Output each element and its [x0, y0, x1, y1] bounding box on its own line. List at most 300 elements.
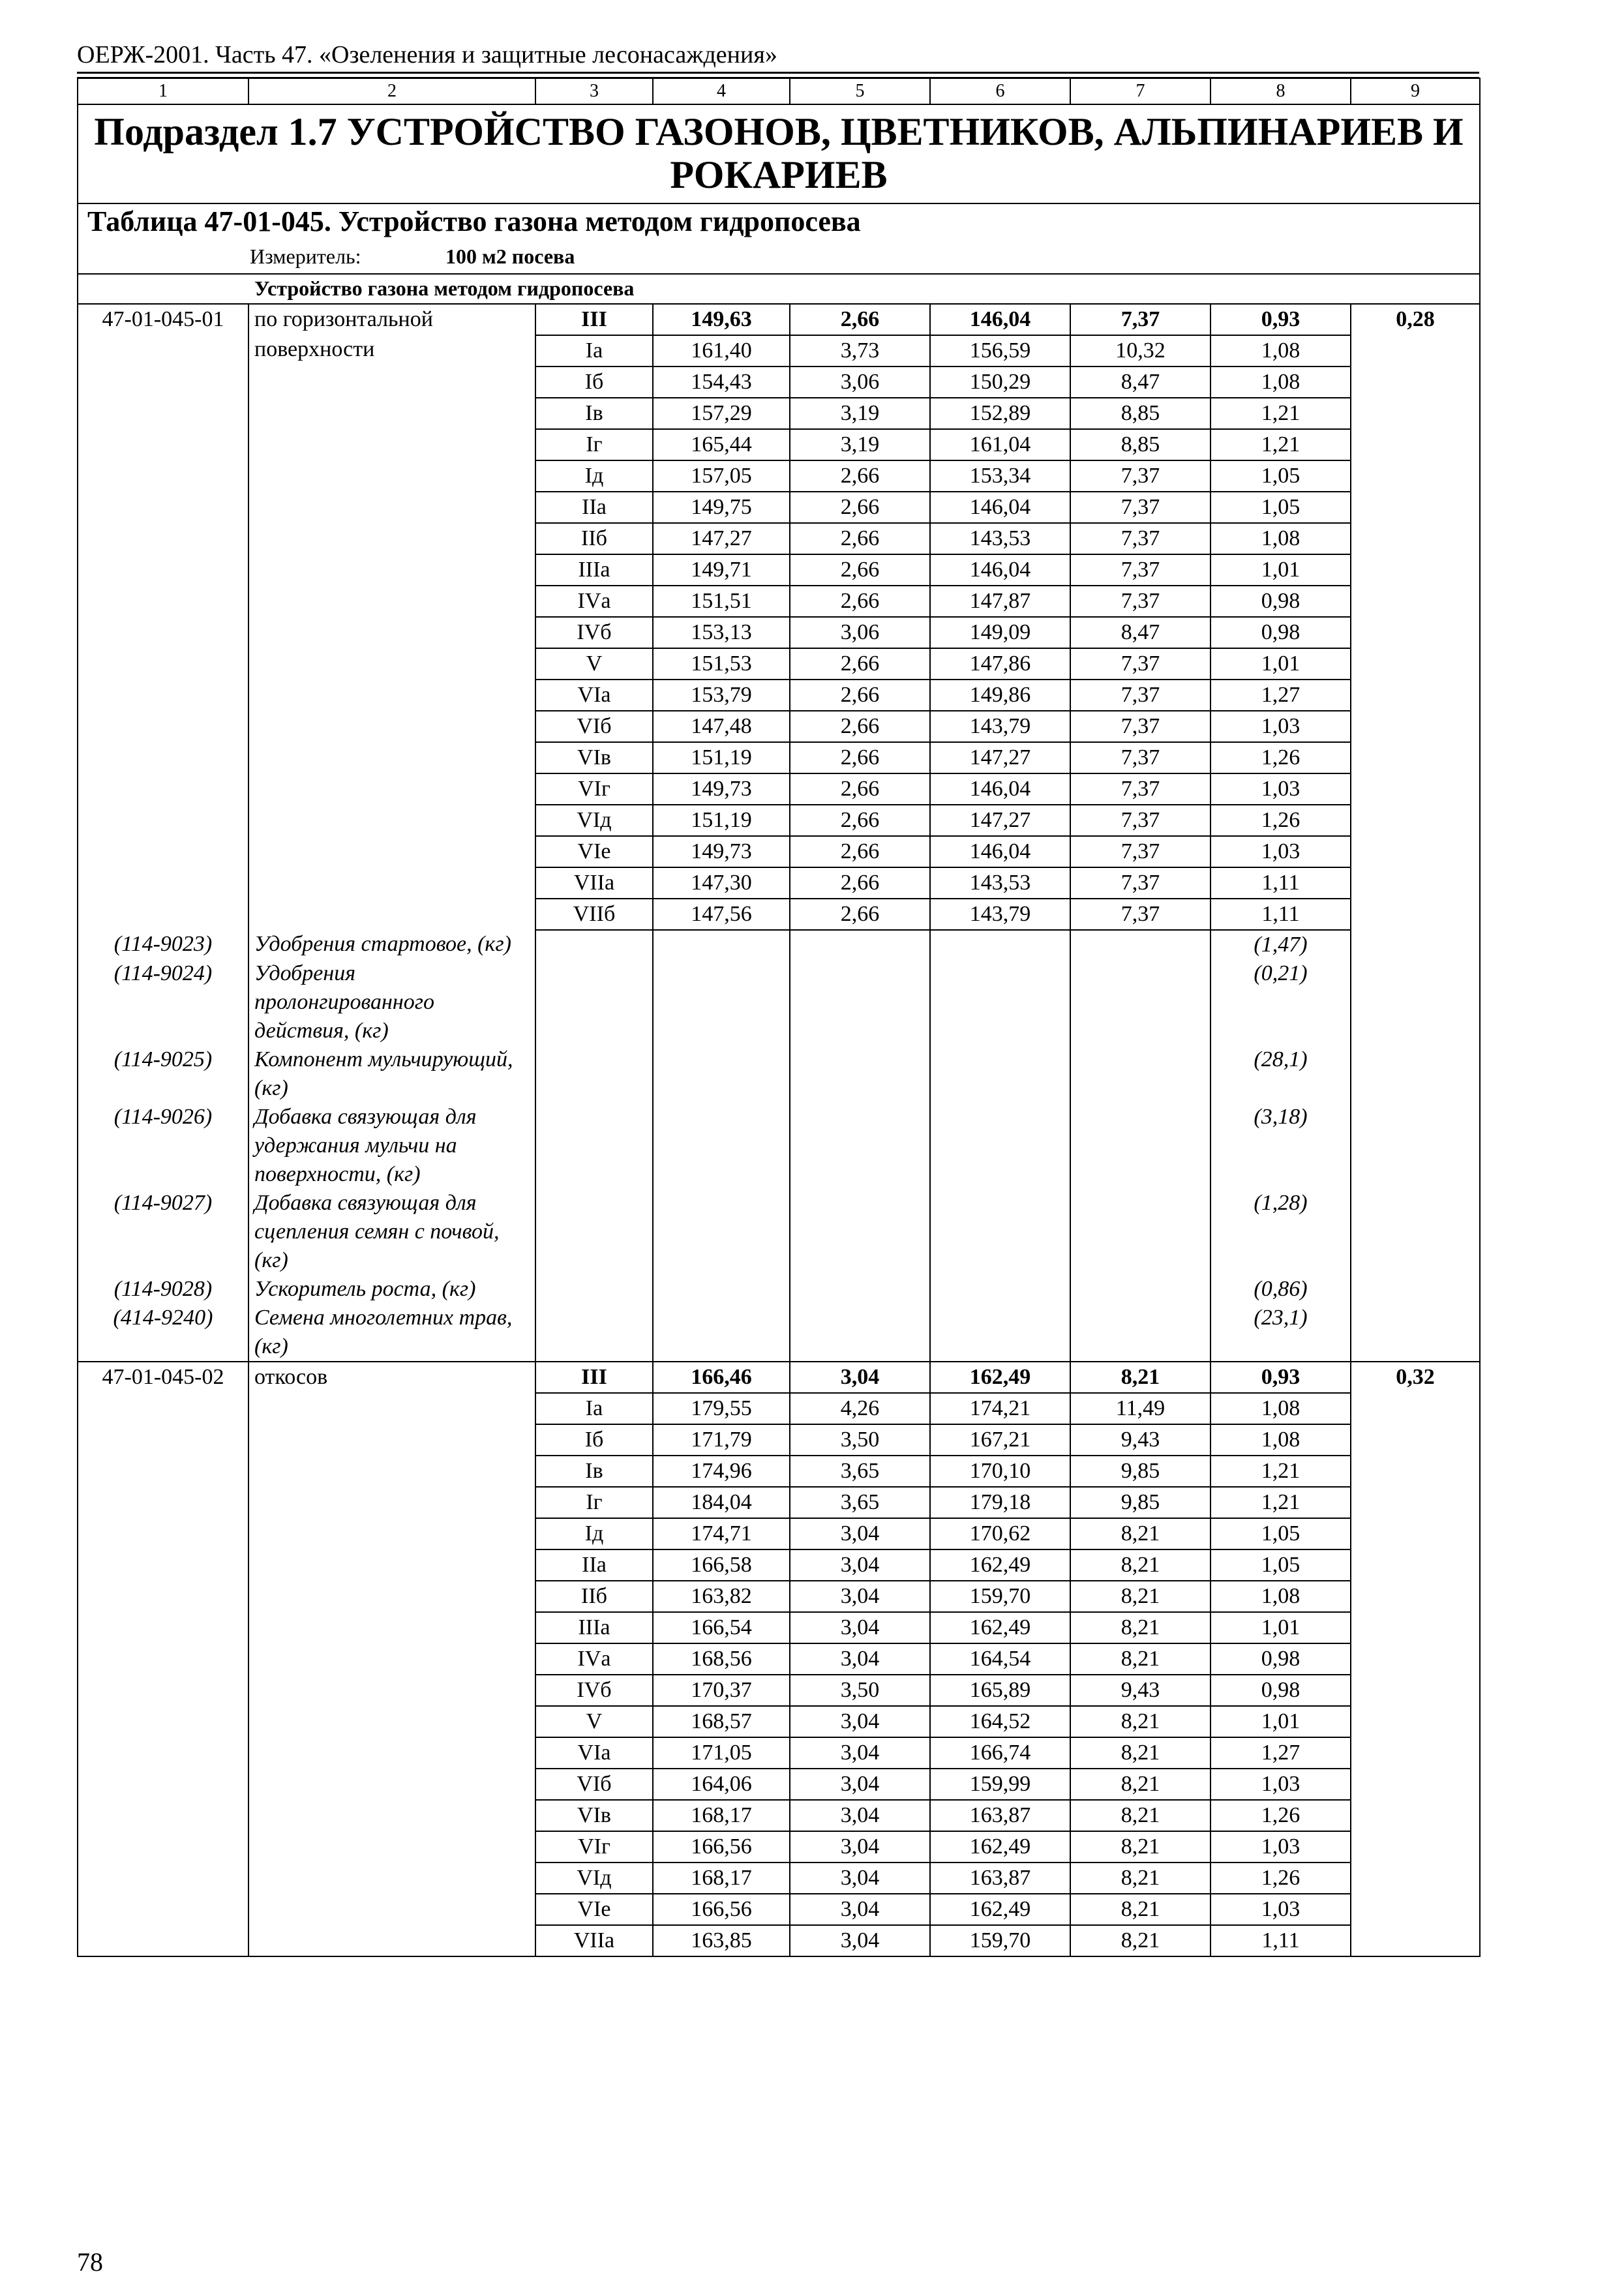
zone-cell: VIв [535, 1800, 653, 1831]
norm-code: 47-01-045-01 [78, 304, 248, 930]
empty-cell [535, 930, 653, 959]
zone-cell: IVа [535, 1643, 653, 1675]
column-number: 4 [653, 78, 790, 104]
header-rule [77, 72, 1479, 78]
value-cell: 184,04 [653, 1487, 790, 1518]
value-cell: 156,59 [930, 335, 1070, 367]
value-cell: 170,10 [930, 1456, 1070, 1487]
value-cell: 146,04 [930, 836, 1070, 867]
value-cell: 8,85 [1070, 429, 1210, 460]
value-cell: 7,37 [1070, 648, 1210, 680]
running-header: ОЕРЖ-2001. Часть 47. «Озеленения и защитные лесонасаждения» [77, 41, 777, 68]
empty-cell [535, 1275, 653, 1304]
value-cell: 149,63 [653, 304, 790, 335]
value-cell: 8,47 [1070, 367, 1210, 398]
value-cell: 3,06 [790, 367, 930, 398]
value-cell: 8,21 [1070, 1581, 1210, 1612]
zone-cell: VIб [535, 711, 653, 742]
value-cell: 3,04 [790, 1706, 930, 1737]
value-cell: 2,66 [790, 805, 930, 836]
value-cell: 179,55 [653, 1393, 790, 1424]
column-number: 1 [78, 78, 248, 104]
value-cell: 8,85 [1070, 398, 1210, 429]
value-cell: 7,37 [1070, 460, 1210, 492]
value-cell: 1,26 [1210, 805, 1351, 836]
empty-cell [653, 1045, 790, 1103]
value-cell: 162,49 [930, 1831, 1070, 1863]
value-cell: 161,40 [653, 335, 790, 367]
value-cell: 8,21 [1070, 1643, 1210, 1675]
material-row [78, 930, 1480, 959]
value-cell: 8,21 [1070, 1831, 1210, 1863]
value-cell: 7,37 [1070, 742, 1210, 773]
value-cell: 1,03 [1210, 773, 1351, 805]
zone-cell: VIб [535, 1769, 653, 1800]
zone-cell: Iг [535, 429, 653, 460]
zone-cell: Iа [535, 335, 653, 367]
value-cell: 1,21 [1210, 1487, 1351, 1518]
value-cell: 1,05 [1210, 460, 1351, 492]
value-cell: 143,53 [930, 523, 1070, 554]
empty-cell [1351, 930, 1480, 959]
column-number: 5 [790, 78, 930, 104]
value-cell: 165,44 [653, 429, 790, 460]
value-cell: 1,01 [1210, 554, 1351, 586]
zone-cell: IVа [535, 586, 653, 617]
material-name: Добавка связующая для удержания мульчи на поверхности, (кг) [248, 1103, 535, 1189]
value-cell: 2,66 [790, 899, 930, 930]
value-cell: 151,51 [653, 586, 790, 617]
empty-cell [535, 1304, 653, 1362]
empty-cell [653, 959, 790, 1045]
zone-cell: IIб [535, 523, 653, 554]
zone-cell: IVб [535, 1675, 653, 1706]
value-cell: 147,86 [930, 648, 1070, 680]
value-cell: 2,66 [790, 867, 930, 899]
material-code: (114-9023) [78, 930, 248, 959]
empty-cell [930, 1304, 1070, 1362]
zone-cell: VIа [535, 1737, 653, 1769]
zone-cell: V [535, 648, 653, 680]
value-cell: 8,21 [1070, 1894, 1210, 1925]
value-cell: 10,32 [1070, 335, 1210, 367]
empty-cell [1351, 1103, 1480, 1189]
value-cell: 159,70 [930, 1925, 1070, 1956]
value-cell: 3,65 [790, 1456, 930, 1487]
zone-cell: Iд [535, 460, 653, 492]
material-row [78, 959, 1480, 1045]
value-cell: 1,21 [1210, 1456, 1351, 1487]
col9-value: 0,32 [1351, 1362, 1480, 1956]
empty-cell [790, 1045, 930, 1103]
empty-cell [653, 930, 790, 959]
section-title: Подраздел 1.7 УСТРОЙСТВО ГАЗОНОВ, ЦВЕТНИКОВ, АЛЬПИНАРИЕВ И РОКАРИЕВ [78, 104, 1480, 203]
empty-cell [790, 1304, 930, 1362]
material-code: (114-9028) [78, 1275, 248, 1304]
value-cell: 3,50 [790, 1675, 930, 1706]
value-cell: 166,54 [653, 1612, 790, 1643]
value-cell: 1,21 [1210, 429, 1351, 460]
empty-cell [535, 1045, 653, 1103]
empty-cell [930, 930, 1070, 959]
value-cell: 166,56 [653, 1894, 790, 1925]
empty-cell [1070, 1304, 1210, 1362]
value-cell: 1,08 [1210, 335, 1351, 367]
empty-cell [930, 1189, 1070, 1275]
value-cell: 7,37 [1070, 899, 1210, 930]
value-cell: 152,89 [930, 398, 1070, 429]
value-cell: 3,04 [790, 1581, 930, 1612]
value-cell: 143,53 [930, 867, 1070, 899]
value-cell: 3,19 [790, 398, 930, 429]
value-cell: 0,93 [1210, 1362, 1351, 1393]
column-number: 3 [535, 78, 653, 104]
empty-cell [790, 959, 930, 1045]
value-cell: 7,37 [1070, 836, 1210, 867]
value-cell: 3,04 [790, 1362, 930, 1393]
material-code: (114-9027) [78, 1189, 248, 1275]
value-cell: 0,98 [1210, 617, 1351, 648]
zone-cell: VIа [535, 680, 653, 711]
empty-cell [535, 959, 653, 1045]
meter-row [78, 243, 1480, 274]
value-cell: 163,87 [930, 1863, 1070, 1894]
value-cell: 2,66 [790, 742, 930, 773]
value-cell: 166,74 [930, 1737, 1070, 1769]
value-cell: 8,21 [1070, 1518, 1210, 1549]
section-title-row [78, 104, 1480, 203]
value-cell: 146,04 [930, 304, 1070, 335]
empty-cell [1351, 959, 1480, 1045]
value-cell: 7,37 [1070, 867, 1210, 899]
value-cell: 149,75 [653, 492, 790, 523]
value-cell: 143,79 [930, 899, 1070, 930]
value-cell: 166,58 [653, 1549, 790, 1581]
value-cell: 147,48 [653, 711, 790, 742]
value-cell: 151,19 [653, 742, 790, 773]
value-cell: 1,08 [1210, 367, 1351, 398]
value-cell: 3,04 [790, 1612, 930, 1643]
value-cell: 1,27 [1210, 1737, 1351, 1769]
value-cell: 0,98 [1210, 1675, 1351, 1706]
zone-cell: IVб [535, 617, 653, 648]
zone-cell: IIб [535, 1581, 653, 1612]
value-cell: 1,03 [1210, 1831, 1351, 1863]
table-title: Таблица 47-01-045. Устройство газона методом гидропосева [78, 203, 1480, 243]
column-number: 2 [248, 78, 535, 104]
material-value: (23,1) [1210, 1304, 1351, 1362]
material-value: (1,28) [1210, 1189, 1351, 1275]
value-cell: 164,52 [930, 1706, 1070, 1737]
column-number: 8 [1210, 78, 1351, 104]
column-number: 6 [930, 78, 1070, 104]
empty-cell [1070, 1189, 1210, 1275]
empty-cell [1070, 959, 1210, 1045]
value-cell: 8,21 [1070, 1706, 1210, 1737]
value-cell: 7,37 [1070, 680, 1210, 711]
value-cell: 7,37 [1070, 554, 1210, 586]
value-cell: 1,26 [1210, 1800, 1351, 1831]
value-cell: 3,06 [790, 617, 930, 648]
value-cell: 2,66 [790, 773, 930, 805]
empty-cell [790, 930, 930, 959]
value-cell: 8,21 [1070, 1800, 1210, 1831]
empty-cell [653, 1275, 790, 1304]
value-cell: 165,89 [930, 1675, 1070, 1706]
zone-cell: IIIа [535, 1612, 653, 1643]
value-cell: 4,26 [790, 1393, 930, 1424]
value-cell: 7,37 [1070, 711, 1210, 742]
value-cell: 168,57 [653, 1706, 790, 1737]
value-cell: 2,66 [790, 460, 930, 492]
zone-cell: VIе [535, 836, 653, 867]
value-cell: 163,87 [930, 1800, 1070, 1831]
value-cell: 147,30 [653, 867, 790, 899]
material-value: (0,86) [1210, 1275, 1351, 1304]
value-cell: 8,21 [1070, 1769, 1210, 1800]
material-code: (114-9025) [78, 1045, 248, 1103]
material-name: Удобрения стартовое, (кг) [248, 930, 535, 959]
norm-code: 47-01-045-02 [78, 1362, 248, 1956]
zone-cell: VIд [535, 1863, 653, 1894]
column-number: 7 [1070, 78, 1210, 104]
value-cell: 7,37 [1070, 523, 1210, 554]
material-name: Ускоритель роста, (кг) [248, 1275, 535, 1304]
value-cell: 7,37 [1070, 492, 1210, 523]
value-cell: 1,08 [1210, 523, 1351, 554]
material-code: (414-9240) [78, 1304, 248, 1362]
col9-value: 0,28 [1351, 304, 1480, 930]
value-cell: 1,03 [1210, 836, 1351, 867]
table-row [78, 1362, 1480, 1393]
empty-cell [930, 959, 1070, 1045]
value-cell: 1,03 [1210, 1894, 1351, 1925]
value-cell: 8,21 [1070, 1362, 1210, 1393]
value-cell: 2,66 [790, 492, 930, 523]
value-cell: 1,26 [1210, 742, 1351, 773]
value-cell: 168,17 [653, 1863, 790, 1894]
value-cell: 163,85 [653, 1925, 790, 1956]
value-cell: 7,37 [1070, 773, 1210, 805]
value-cell: 9,85 [1070, 1456, 1210, 1487]
subheader-row [78, 274, 1480, 304]
value-cell: 149,86 [930, 680, 1070, 711]
meter-value: 100 м2 посева [445, 245, 575, 268]
value-cell: 162,49 [930, 1549, 1070, 1581]
empty-cell [930, 1045, 1070, 1103]
empty-cell [535, 1103, 653, 1189]
zone-cell: Iб [535, 367, 653, 398]
value-cell: 8,21 [1070, 1925, 1210, 1956]
document-frame [77, 72, 1479, 1957]
value-cell: 1,03 [1210, 711, 1351, 742]
value-cell: 151,53 [653, 648, 790, 680]
value-cell: 1,01 [1210, 648, 1351, 680]
material-row [78, 1189, 1480, 1275]
value-cell: 149,73 [653, 836, 790, 867]
value-cell: 1,11 [1210, 867, 1351, 899]
empty-cell [1070, 1275, 1210, 1304]
value-cell: 159,70 [930, 1581, 1070, 1612]
material-row [78, 1045, 1480, 1103]
value-cell: 3,50 [790, 1424, 930, 1456]
material-row [78, 1275, 1480, 1304]
value-cell: 146,04 [930, 773, 1070, 805]
empty-cell [790, 1103, 930, 1189]
value-cell: 170,37 [653, 1675, 790, 1706]
column-number: 9 [1351, 78, 1480, 104]
value-cell: 153,79 [653, 680, 790, 711]
value-cell: 9,85 [1070, 1487, 1210, 1518]
value-cell: 1,01 [1210, 1706, 1351, 1737]
empty-cell [930, 1275, 1070, 1304]
value-cell: 3,04 [790, 1737, 930, 1769]
value-cell: 1,26 [1210, 1863, 1351, 1894]
empty-cell [790, 1189, 930, 1275]
value-cell: 157,29 [653, 398, 790, 429]
material-name: Компонент мульчирующий, (кг) [248, 1045, 535, 1103]
value-cell: 1,27 [1210, 680, 1351, 711]
zone-cell: VIв [535, 742, 653, 773]
value-cell: 164,54 [930, 1643, 1070, 1675]
empty-cell [1351, 1275, 1480, 1304]
value-cell: 166,56 [653, 1831, 790, 1863]
value-cell: 0,98 [1210, 1643, 1351, 1675]
value-cell: 153,13 [653, 617, 790, 648]
value-cell: 2,66 [790, 711, 930, 742]
material-row [78, 1103, 1480, 1189]
zone-cell: IIа [535, 1549, 653, 1581]
value-cell: 7,37 [1070, 304, 1210, 335]
empty-cell [1070, 1045, 1210, 1103]
value-cell: 1,08 [1210, 1424, 1351, 1456]
value-cell: 3,04 [790, 1863, 930, 1894]
value-cell: 164,06 [653, 1769, 790, 1800]
material-name: Удобрения пролонгированного действия, (кг) [248, 959, 535, 1045]
value-cell: 2,66 [790, 304, 930, 335]
zone-cell: III [535, 304, 653, 335]
value-cell: 174,71 [653, 1518, 790, 1549]
material-value: (28,1) [1210, 1045, 1351, 1103]
value-cell: 2,66 [790, 586, 930, 617]
value-cell: 0,93 [1210, 304, 1351, 335]
value-cell: 162,49 [930, 1612, 1070, 1643]
zone-cell: VIIб [535, 899, 653, 930]
value-cell: 151,19 [653, 805, 790, 836]
value-cell: 3,04 [790, 1800, 930, 1831]
zone-cell: Iа [535, 1393, 653, 1424]
value-cell: 1,05 [1210, 1518, 1351, 1549]
table-title-row [78, 203, 1480, 243]
material-code: (114-9026) [78, 1103, 248, 1189]
value-cell: 167,21 [930, 1424, 1070, 1456]
value-cell: 179,18 [930, 1487, 1070, 1518]
value-cell: 11,49 [1070, 1393, 1210, 1424]
value-cell: 166,46 [653, 1362, 790, 1393]
zone-cell: Iг [535, 1487, 653, 1518]
empty-cell [1351, 1045, 1480, 1103]
value-cell: 157,05 [653, 460, 790, 492]
zone-cell: VIIа [535, 867, 653, 899]
material-value: (1,47) [1210, 930, 1351, 959]
zone-cell: IIIа [535, 554, 653, 586]
meter-label: Измеритель: [250, 245, 361, 268]
norm-name: по горизонтальной поверхности [248, 304, 535, 930]
value-cell: 2,66 [790, 680, 930, 711]
value-cell: 1,05 [1210, 1549, 1351, 1581]
value-cell: 9,43 [1070, 1424, 1210, 1456]
value-cell: 161,04 [930, 429, 1070, 460]
value-cell: 3,04 [790, 1831, 930, 1863]
value-cell: 149,73 [653, 773, 790, 805]
material-name: Добавка связующая для сцепления семян с почвой, (кг) [248, 1189, 535, 1275]
material-row [78, 1304, 1480, 1362]
value-cell: 171,79 [653, 1424, 790, 1456]
value-cell: 171,05 [653, 1737, 790, 1769]
zone-cell: V [535, 1706, 653, 1737]
value-cell: 8,21 [1070, 1549, 1210, 1581]
zone-cell: Iв [535, 1456, 653, 1487]
empty-cell [1070, 930, 1210, 959]
zone-cell: VIд [535, 805, 653, 836]
value-cell: 147,27 [930, 742, 1070, 773]
value-cell: 168,17 [653, 1800, 790, 1831]
page-number: 78 [77, 2247, 103, 2277]
value-cell: 153,34 [930, 460, 1070, 492]
value-cell: 3,04 [790, 1549, 930, 1581]
value-cell: 1,03 [1210, 1769, 1351, 1800]
value-cell: 170,62 [930, 1518, 1070, 1549]
value-cell: 147,56 [653, 899, 790, 930]
value-cell: 162,49 [930, 1894, 1070, 1925]
value-cell: 1,11 [1210, 1925, 1351, 1956]
subheader: Устройство газона методом гидропосева [78, 274, 1480, 304]
empty-cell [1070, 1103, 1210, 1189]
zone-cell: VIе [535, 1894, 653, 1925]
zone-cell: Iв [535, 398, 653, 429]
value-cell: 147,87 [930, 586, 1070, 617]
zone-cell: VIг [535, 773, 653, 805]
value-cell: 1,01 [1210, 1612, 1351, 1643]
value-cell: 147,27 [653, 523, 790, 554]
material-value: (3,18) [1210, 1103, 1351, 1189]
value-cell: 2,66 [790, 554, 930, 586]
empty-cell [930, 1103, 1070, 1189]
value-cell: 149,09 [930, 617, 1070, 648]
value-cell: 168,56 [653, 1643, 790, 1675]
value-cell: 174,96 [653, 1456, 790, 1487]
value-cell: 2,66 [790, 523, 930, 554]
value-cell: 1,11 [1210, 899, 1351, 930]
value-cell: 1,05 [1210, 492, 1351, 523]
value-cell: 1,21 [1210, 398, 1351, 429]
material-code: (114-9024) [78, 959, 248, 1045]
zone-cell: Iд [535, 1518, 653, 1549]
value-cell: 3,73 [790, 335, 930, 367]
column-numbers-row [78, 78, 1480, 104]
value-cell: 2,66 [790, 648, 930, 680]
value-cell: 8,47 [1070, 617, 1210, 648]
value-cell: 3,04 [790, 1643, 930, 1675]
value-cell: 1,08 [1210, 1581, 1351, 1612]
value-cell: 2,66 [790, 836, 930, 867]
value-cell: 3,04 [790, 1518, 930, 1549]
value-cell: 162,49 [930, 1362, 1070, 1393]
value-cell: 147,27 [930, 805, 1070, 836]
value-cell: 3,65 [790, 1487, 930, 1518]
zone-cell: IIа [535, 492, 653, 523]
value-cell: 146,04 [930, 492, 1070, 523]
